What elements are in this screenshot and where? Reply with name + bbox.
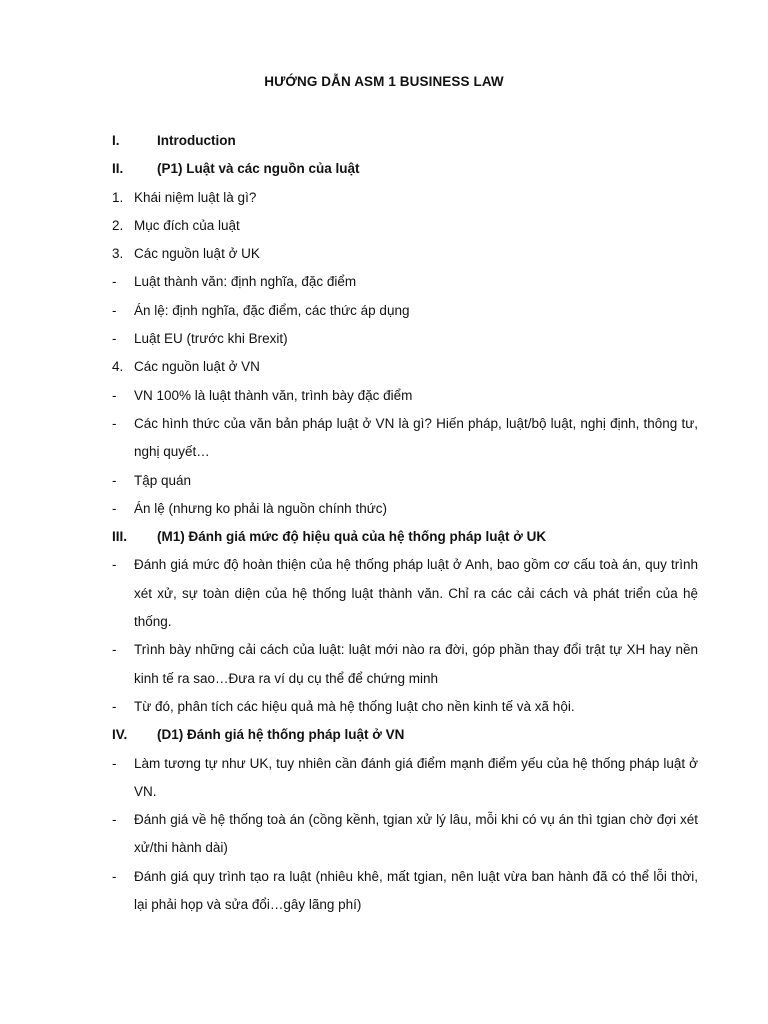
item-text: VN 100% là luật thành văn, trình bày đặc điểm xyxy=(134,387,413,403)
section-number: I. xyxy=(112,133,120,148)
bullet-dash: - xyxy=(112,755,117,771)
item-number: 1. xyxy=(112,189,124,205)
document-title: HƯỚNG DẪN ASM 1 BUSINESS LAW xyxy=(264,74,504,89)
bullet-dash: - xyxy=(112,698,117,714)
bullet-dash: - xyxy=(112,415,117,431)
bullet-dash: - xyxy=(112,500,117,516)
numbered-item xyxy=(112,240,698,268)
section-heading xyxy=(112,523,698,551)
bullet-item xyxy=(112,268,698,296)
numbered-item xyxy=(112,212,698,240)
bullet-item xyxy=(112,382,698,410)
bullet-item xyxy=(112,693,698,721)
item-number: 2. xyxy=(112,217,124,233)
bullet-dash: - xyxy=(112,302,117,318)
bullet-item xyxy=(112,467,698,495)
section-heading xyxy=(112,155,698,183)
bullet-dash: - xyxy=(112,642,117,658)
bullet-dash: - xyxy=(112,812,117,828)
bullet-item xyxy=(112,750,698,807)
numbered-item xyxy=(112,184,698,212)
bullet-item xyxy=(112,495,698,523)
bullet-item xyxy=(112,410,698,467)
bullet-item xyxy=(112,551,698,636)
bullet-item xyxy=(112,636,698,693)
bullet-dash: - xyxy=(112,387,117,403)
document-body xyxy=(112,127,698,919)
item-text: Luật EU (trước khi Brexit) xyxy=(134,331,288,347)
section-title: (D1) Đánh giá hệ thống pháp luật ở VN xyxy=(157,727,405,743)
item-text: Khái niệm luật là gì? xyxy=(134,189,257,205)
item-text: Các nguồn luật ở VN xyxy=(134,359,260,375)
item-text: Luật thành văn: định nghĩa, đặc điểm xyxy=(134,274,357,290)
item-text: Đánh giá quy trình tạo ra luật (nhiêu khê, mất tgian, nên luật vừa ban hành đã có thể lỗi thời, lại phải họp và sửa đổi…gây lãng phí) xyxy=(134,868,698,913)
section-heading xyxy=(112,127,698,155)
section-number: IV. xyxy=(112,727,128,743)
item-text: Mục đích của luật xyxy=(134,217,240,233)
item-text: Trình bày những cải cách của luật: luật mới nào ra đời, góp phần thay đổi trật tự XH hay nền kinh tế ra sao…Đưa ra ví dụ cụ thể để chứng minh xyxy=(134,642,698,686)
bullet-dash: - xyxy=(112,274,117,290)
item-text: Từ đó, phân tích các hiệu quả mà hệ thống luật cho nền kinh tế và xã hội. xyxy=(134,698,575,714)
item-text: Đánh giá mức độ hoàn thiện của hệ thống pháp luật ở Anh, bao gồm cơ cấu toà án, quy trình xét xử, sự toàn diện của hệ thống luật thành văn. Chỉ ra các cải cách và phát triển của hệ thống. xyxy=(134,557,698,630)
bullet-dash: - xyxy=(112,331,117,347)
item-text: Án lệ (nhưng ko phải là nguồn chính thức) xyxy=(134,500,387,516)
bullet-item xyxy=(112,325,698,353)
section-number: II. xyxy=(112,161,124,177)
section-title: Introduction xyxy=(157,133,236,148)
bullet-dash: - xyxy=(112,557,117,573)
item-text: Án lệ: định nghĩa, đặc điểm, các thức áp dụng xyxy=(134,302,410,318)
bullet-item xyxy=(112,863,698,920)
bullet-item xyxy=(112,297,698,325)
bullet-item xyxy=(112,806,698,863)
item-number: 4. xyxy=(112,359,124,375)
item-number: 3. xyxy=(112,246,124,262)
section-title: (M1) Đánh giá mức độ hiệu quả của hệ thống pháp luật ở UK xyxy=(157,529,547,545)
section-heading xyxy=(112,721,698,749)
section-title: (P1) Luật và các nguồn của luật xyxy=(157,161,360,177)
bullet-dash: - xyxy=(112,868,117,884)
item-text: Các nguồn luật ở UK xyxy=(134,246,260,262)
item-text: Đánh giá về hệ thống toà án (cồng kềnh, tgian xử lý lâu, mỗi khi có vụ án thì tgian chờ đợi xét xử/thi hành dài) xyxy=(134,812,698,856)
item-text: Tập quán xyxy=(134,472,192,488)
section-number: III. xyxy=(112,529,128,545)
item-text: Các hình thức của văn bản pháp luật ở VN là gì? Hiến pháp, luật/bộ luật, nghị định, thông tư, nghị quyết… xyxy=(134,415,698,460)
item-text: Làm tương tự như UK, tuy nhiên cần đánh giá điểm mạnh điểm yếu của hệ thống pháp luật ở VN. xyxy=(134,755,698,799)
bullet-dash: - xyxy=(112,472,117,488)
numbered-item xyxy=(112,353,698,381)
